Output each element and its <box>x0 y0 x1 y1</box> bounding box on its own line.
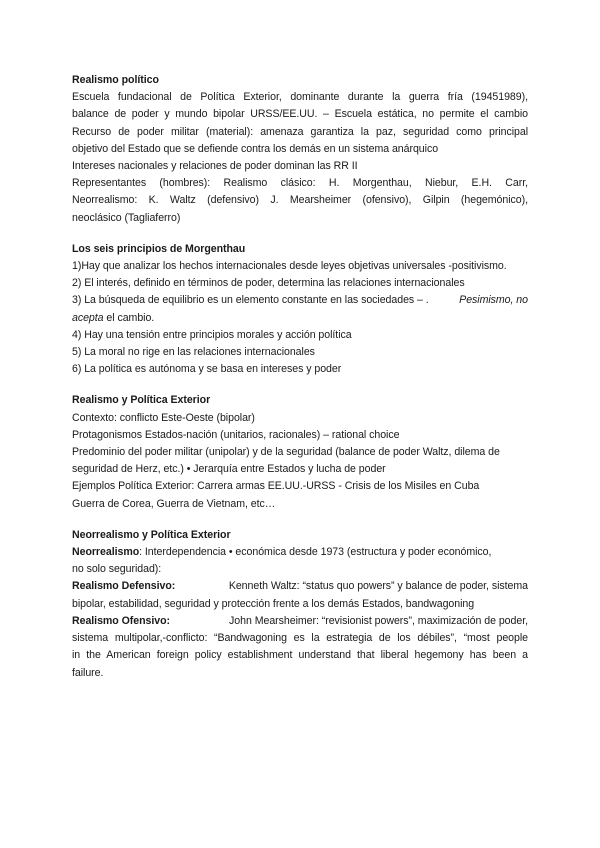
list-item: 6) La política es autónoma y se basa en intereses y poder <box>72 363 342 376</box>
paragraph-line: neoclásico (Tagliaferro) <box>72 211 181 224</box>
paragraph-line: Neorrealismo: K. Waltz (defensivo) J. Mearsheimer (ofensivo), Gilpin (hegemónico), <box>72 194 528 207</box>
bold-term: Realismo Defensivo: <box>72 580 176 593</box>
paragraph-line: in the American foreign policy establishment understand that liberal hegemony has been a <box>72 649 528 662</box>
paragraph-line: Protagonismos Estados-nación (unitarios, racionales) – rational choice <box>72 428 400 441</box>
paragraph-line: objetivo del Estado que se defiende contra los demás en un sistema anárquico <box>72 142 439 155</box>
paragraph-line: failure. <box>72 666 104 679</box>
list-item-continuation <box>72 310 528 327</box>
section-heading: Neorrealismo y Política Exterior <box>72 528 231 541</box>
section-heading: Realismo político <box>72 74 159 86</box>
section-heading: Los seis principios de Morgenthau <box>72 242 246 255</box>
list-item: 4) Hay una tensión entre principios morales y acción política <box>72 328 352 341</box>
bold-term: Realismo Ofensivo: <box>72 614 171 627</box>
paragraph-line: Intereses nacionales y relaciones de poder dominan las RR II <box>72 160 358 173</box>
paragraph-line: no solo seguridad): <box>72 563 162 576</box>
section-seis-principios <box>72 241 528 379</box>
document-page <box>72 72 528 696</box>
section-realismo-politica-exterior <box>72 392 528 512</box>
paragraph-line: balance de poder y mundo bipolar URSS/EE.UU. – Escuela estática, no permite el cambio <box>72 108 528 121</box>
paragraph-line: Recurso de poder militar (material): amenaza garantiza la paz, seguridad como principal <box>72 125 528 138</box>
paragraph-line: bipolar, estabilidad, seguridad y protección frente a los demás Estados, bandwagoning <box>72 597 475 610</box>
section-heading: Realismo y Política Exterior <box>72 394 211 407</box>
paragraph-line: sistema multipolar,-conflicto: “Bandwagoning es la estrategia de los débiles”, “most people <box>72 632 528 645</box>
list-item-text: el cambio. <box>106 311 155 324</box>
list-item-text: 3) La búsqueda de equilibrio es un elemento constante en las sociedades – . <box>72 294 429 307</box>
bold-term: Neorrealismo <box>72 546 140 559</box>
paragraph-line <box>72 578 528 595</box>
paragraph-line: Ejemplos Política Exterior: Carrera armas EE.UU.-URSS - Crisis de los Misiles en Cuba <box>72 480 480 493</box>
paragraph-text: John Mearsheimer: “revisionist powers”, maximización de poder, <box>229 614 528 627</box>
paragraph-line: seguridad de Herz, etc.) • Jerarquía entre Estados y lucha de poder <box>72 463 386 476</box>
paragraph-line <box>72 613 528 630</box>
paragraph-line: Contexto: conflicto Este-Oeste (bipolar) <box>72 411 255 424</box>
paragraph-line: Escuela fundacional de Política Exterior, dominante durante la guerra fría (19451989), <box>72 91 528 104</box>
italic-text: Pesimismo, no <box>459 294 528 307</box>
paragraph-text: Kenneth Waltz: “status quo powers” y balance de poder, sistema <box>228 580 528 593</box>
list-item: 2) El interés, definido en términos de poder, determina las relaciones internacionales <box>72 277 465 290</box>
section-realismo-politico <box>72 72 528 227</box>
list-item: 1)Hay que analizar los hechos internacionales desde leyes objetivas universales -positivismo. <box>72 260 507 273</box>
paragraph-line <box>72 544 528 561</box>
list-item: 5) La moral no rige en las relaciones internacionales <box>72 346 315 359</box>
section-neorrealismo <box>72 527 528 682</box>
paragraph-line: Guerra de Corea, Guerra de Vietnam, etc… <box>72 497 276 510</box>
paragraph-line: Predominio del poder militar (unipolar) y de la seguridad (balance de poder Waltz, dilema de <box>72 446 500 459</box>
paragraph-text: : Interdependencia • económica desde 1973 (estructura y poder económico, <box>139 546 492 559</box>
italic-text: acepta <box>72 311 104 324</box>
paragraph-line: Representantes (hombres): Realismo clásico: H. Morgenthau, Niebur, E.H. Carr, <box>72 177 528 190</box>
list-item <box>72 292 528 309</box>
